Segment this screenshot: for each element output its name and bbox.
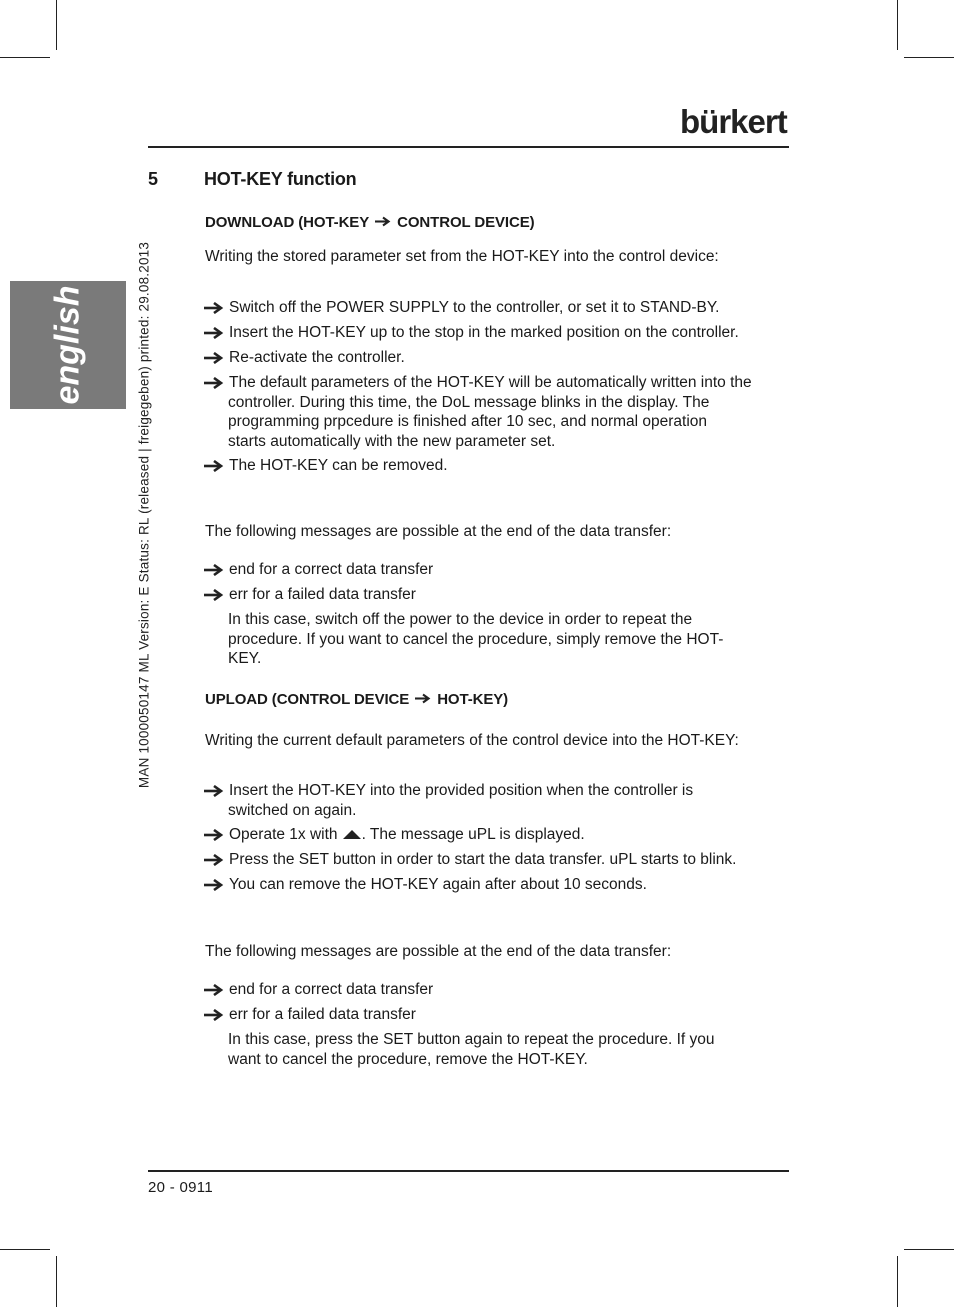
upload-note <box>228 1030 788 1069</box>
right-arrow-icon <box>204 564 224 576</box>
language-tab <box>10 281 126 409</box>
download-step-text: Insert the HOT-KEY up to the stop in the marked position on the controller. <box>229 324 739 341</box>
download-note <box>228 610 788 669</box>
download-step <box>204 323 794 343</box>
download-message-text: err for a failed data transfer <box>229 586 416 603</box>
upload-step-text: switched on again. <box>228 801 357 819</box>
right-arrow-icon <box>415 693 431 704</box>
download-messages-intro: The following messages are possible at the end of the data transfer: <box>205 523 672 540</box>
download-message-text: end for a correct data transfer <box>229 561 434 578</box>
upload-note-line: want to cancel the procedure, remove the HOT-KEY. <box>228 1050 588 1068</box>
upload-messages-intro: The following messages are possible at the end of the data transfer: <box>205 943 672 960</box>
download-step <box>204 348 794 368</box>
upload-heading-right: HOT-KEY) <box>437 691 509 708</box>
upload-step-text: You can remove the HOT-KEY again after about 10 seconds. <box>229 876 647 893</box>
right-arrow-icon <box>204 302 224 314</box>
download-message <box>204 560 794 580</box>
upload-intro: Writing the current default parameters of the control device into the HOT-KEY: <box>205 732 739 749</box>
brand-logo <box>680 104 790 140</box>
section-title: HOT-KEY function <box>204 169 357 189</box>
right-arrow-icon <box>204 829 224 841</box>
upload-heading <box>205 691 508 708</box>
download-step <box>204 456 794 476</box>
upload-note-line: In this case, press the SET button again to repeat the procedure. If you <box>228 1031 715 1048</box>
document-meta: MAN 1000050147 ML Version: E Status: RL (released | freigegeben) printed: 29.08.2013 <box>136 241 152 789</box>
download-intro: Writing the stored parameter set from the HOT-KEY into the control device: <box>205 248 719 265</box>
right-arrow-icon <box>204 984 224 996</box>
upload-step <box>204 781 794 820</box>
download-heading-right: CONTROL DEVICE) <box>397 214 535 231</box>
upload-step <box>204 850 794 870</box>
up-button-icon <box>342 828 362 840</box>
crop-mark <box>0 57 50 58</box>
upload-step <box>204 875 794 895</box>
right-arrow-icon <box>375 216 391 227</box>
upload-step <box>204 825 794 845</box>
brand-logo-text: bürkert <box>680 103 787 140</box>
download-step-text: starts automatically with the new parameter set. <box>228 432 556 450</box>
upload-message-text: end for a correct data transfer <box>229 981 434 998</box>
download-heading <box>205 214 535 231</box>
download-message <box>204 585 794 605</box>
download-step-text: Switch off the POWER SUPPLY to the controller, or set it to STAND-BY. <box>229 299 720 316</box>
crop-mark <box>0 1249 50 1250</box>
download-step-text: The default parameters of the HOT-KEY will be automatically written into the <box>229 374 752 391</box>
download-step <box>204 298 794 318</box>
crop-mark <box>897 0 898 50</box>
right-arrow-icon <box>204 377 224 389</box>
upload-step-text: Insert the HOT-KEY into the provided position when the controller is <box>229 782 694 799</box>
download-note-line: KEY. <box>228 650 262 667</box>
download-step-text: controller. During this time, the DoL message blinks in the display. The <box>228 393 710 411</box>
upload-step-text: Operate 1x with <box>229 826 338 843</box>
upload-message <box>204 980 794 1000</box>
download-heading-left: DOWNLOAD (HOT-KEY <box>205 214 370 231</box>
right-arrow-icon <box>204 327 224 339</box>
download-note-line: procedure. If you want to cancel the procedure, simply remove the HOT- <box>228 630 724 648</box>
download-step-text: programming prpcedure is finished after 10 sec, and normal operation <box>228 413 708 430</box>
page-number: 20 - 0911 <box>148 1179 213 1196</box>
download-step-text: Re-activate the controller. <box>229 349 405 366</box>
right-arrow-icon <box>204 460 224 472</box>
upload-heading-left: UPLOAD (CONTROL DEVICE <box>205 691 410 708</box>
crop-mark <box>904 1249 954 1250</box>
footer-rule <box>148 1170 789 1172</box>
download-step-text: The HOT-KEY can be removed. <box>229 457 448 474</box>
right-arrow-icon <box>204 352 224 364</box>
language-tab-label: english <box>48 285 87 405</box>
section-number: 5 <box>148 169 159 189</box>
upload-message <box>204 1005 794 1025</box>
right-arrow-icon <box>204 1009 224 1021</box>
upload-message-text: err for a failed data transfer <box>229 1006 416 1023</box>
crop-mark <box>56 1256 57 1307</box>
crop-mark <box>904 57 954 58</box>
right-arrow-icon <box>204 854 224 866</box>
upload-step-text: Press the SET button in order to start the data transfer. uPL starts to blink. <box>229 851 737 868</box>
right-arrow-icon <box>204 589 224 601</box>
crop-mark <box>56 0 57 50</box>
download-note-line: In this case, switch off the power to the device in order to repeat the <box>228 611 693 628</box>
upload-step-text: . The message uPL is displayed. <box>361 826 585 843</box>
right-arrow-icon <box>204 879 224 891</box>
download-step <box>204 373 794 451</box>
right-arrow-icon <box>204 785 224 797</box>
header-rule <box>148 146 789 148</box>
crop-mark <box>897 1256 898 1307</box>
